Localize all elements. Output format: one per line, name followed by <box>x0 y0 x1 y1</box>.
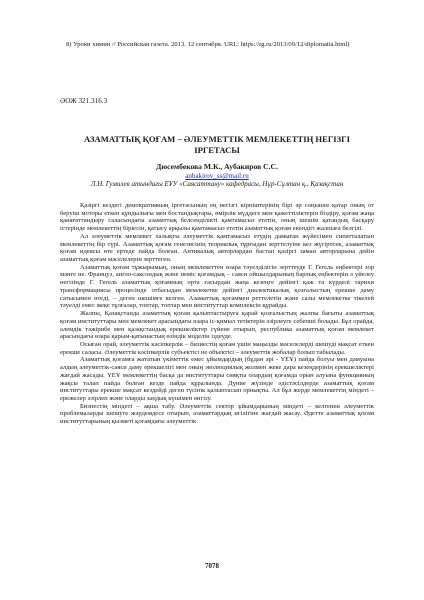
paragraph: Азаматтық қоғамға жататын үкіметтік емес ұйымдардың (бұдан әрі - ҮЕҰ) пайда болуы мен дамуына алдың әлеуметтік-саяси даму ерекшелігі мен оның эволюциялық жолмен жеке дара кезеңдерінің ерекшеліктері жағдай жасады. ҮЕҰ мемлекеттің басқа да институттары сияқты олардың қоғамда орын алуына функцияның жақсы талап пайда болған кезде пайда құралында. Дүние жүзінде әдістәсілдерде азаматтық қоғам институттары ерекше мақсат кездейді деген түсінік қалыптасып орнықты. Ал бұл жерде мемлекеттің міндеті – ережелер әзірлеп және оларды заңдық күшімен өнгізу. <box>60 356 374 402</box>
paragraph: Осыған орай, әлеуметтік кәсіпкерлік – бизнестің қоғам үшін маңызды мәселелерді шешуді мақсат еткен ерекше саласы. Әлеуметтік кәсіпкерлік субъектісі не объектісі – әлеуметтік жобалар болып табылады. <box>60 340 374 356</box>
page-number: 7078 <box>205 562 219 570</box>
paragraph: Жалпы, Қазақстанда азаматтық қоғам қалыптастыруға қарай қозғалыстың жалпы бағыты азаматтық қоғам институттары мен мемлекет арасындағы өзара іс-қимыл тетіктерін әзірлеуге себепші болады. Бұл орайда, алемдік тәжірибе мен қазақстандық ерекшеліктер сүйене отырып, республика азаматтық қоғам мемлекет арасындағы өзара қарым-қатынастың өзіндік моделін іздеуде. <box>60 310 374 341</box>
paragraph: Бизнестің міндеті – ақша табу. Әлеуметтік сектор ұйымдарының міндеті – келгенеи әлеуметтік проблемаларды шешуге жәрдемдесе отырып, азаматтардың игілігіне жағдай жасау. Әдетте азаматтық қоғам институттарының қызметі қоғамдағы әлеуметтік <box>60 402 374 426</box>
paragraph: Азаматтық қоғам тұжырымың, оның мемлекеттен өзара тәуелділігін зерттеуде Г. Гегель еңбектері зор мәнге ие. Француз, англо-саксондық және неміс қоғамдық – саяси ойшылдарының барлық еңбектерін ә уйелеу негізінде Г. Гегель азаматтық қоғамның орта ғасырдан жаңа кезеңге дейінгі қаж та күрделі тарихи трансформациясы процесінде отбасыдан мемлекетке дейінгі диалектикалық қозғалыстың ерекше даму сатысымен өтеді, – деген шешімге келген. Азаматтық қоғаммен реттелетін және салы мемлекетке тікелей тәуелді емес жеке тұлғалар, топтар, топтар мен институттар комплексін құрайды. <box>60 263 374 310</box>
paragraph: Ал әлеуметтік мемлекет халықты әлеуметтік қамтамасыз етудің дамыған жүйесімен сипатталатын мемлекеттің бір түрі. Азаматтық қоғам генезисінің теориялық тұрғыдан зерттелуіне кез жүгіртсек, азаматтық қоғам идеясы өте ертеде пайда болған. Антикалық авторлардан бастап қазіргі заман авторларына дейін азаматтық қоғам мәселелерін зерттеген. <box>60 232 374 264</box>
udc-code: ӘОЖ 321.316.3 <box>60 97 108 105</box>
article-title <box>60 134 374 155</box>
affiliation: Л.Н. Гумилев атындағы ЕҰУ «Саясаттану» кафедрасы, Нұр-Сұлтан қ., Қазақстан <box>90 180 344 188</box>
reference-footnote: 8) Уроки химии // Российская газета. 2013. 12 сентября. URL: https://rg.ru/2013/09/12/diplomatia.html) <box>66 41 350 48</box>
authors: Дюсембекова М.К., Аубакиров С.С. <box>156 162 278 171</box>
paragraph: Қазіргі кездегі демократияның іргетасының ең негізгі кірпіштерінің бірі әр соңынан қатар оның от беруіш моторы еткен құндылығы мен бостандықтары, өмірлік мүддеге мен қажеттіліктерін біздіру, қоғам жаңа қанағаттандыру саласындағы азаматтық белсенділікті қамтамасыз ететін, оның шешім қатандық басқару істерінде мемлекеттің біріесін, қатысу арқылы қамтамасыз ететін азаматтық қоғам екендігі жалпыға белгілі. <box>60 202 374 233</box>
author-email-link[interactable]: aubakirov_ss@mail.ru <box>185 172 249 180</box>
article-body <box>60 202 374 426</box>
title-line-1: АЗАМАТТЫҚ ҚОҒАМ – ӘЛЕУМЕТТІК МЕМЛЕКЕТТІҢ НЕГІЗГІ <box>84 134 350 144</box>
title-line-2: ІРГЕТАСЫ <box>194 144 240 155</box>
